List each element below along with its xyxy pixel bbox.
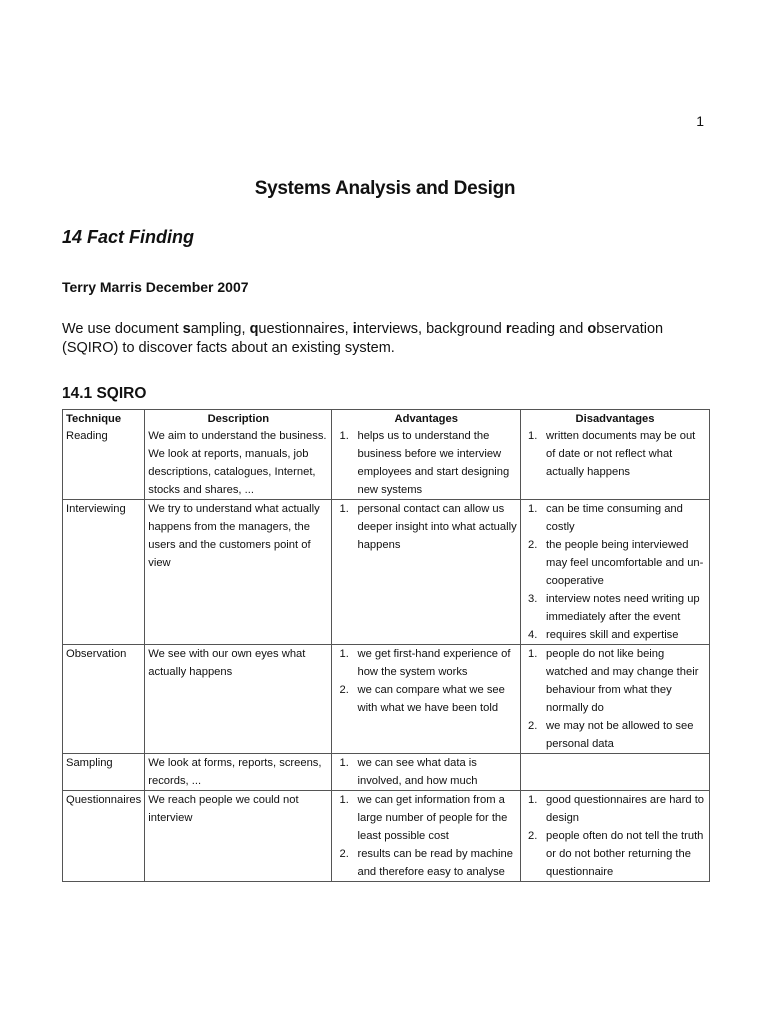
header-technique: Technique: [63, 410, 145, 428]
disadvantages-list: [524, 645, 706, 753]
author-date-line: Terry Marris December 2007: [62, 279, 249, 295]
list-item: [524, 500, 706, 536]
list-item-text: written documents may be out of date or not reflect what actually happens: [546, 430, 696, 478]
disadvantages-cell: [521, 645, 710, 754]
sqiro-table: [62, 409, 710, 882]
description-cell: We try to understand what actually happens from the managers, the users and the customers point of view: [145, 500, 332, 645]
list-item-text: the people being interviewed may feel uncomfortable and un-cooperative: [546, 539, 704, 587]
section-heading: 14 Fact Finding: [62, 227, 195, 247]
list-item: [335, 645, 517, 681]
header-disadvantages: Disadvantages: [521, 410, 710, 428]
advantages-list: [335, 791, 517, 881]
description-cell: We reach people we could not interview: [145, 791, 332, 882]
list-number: 2.: [339, 684, 349, 696]
list-item-text: results can be read by machine and therefore easy to analyse: [357, 848, 513, 878]
subsection-heading: 14.1 SQIRO: [62, 385, 147, 402]
intro-text-part: nterviews, background: [356, 321, 506, 337]
advantages-cell: [332, 754, 521, 791]
list-number: 1.: [528, 648, 538, 660]
list-item: [335, 754, 517, 790]
table-header-row: [63, 410, 710, 428]
list-number: 1.: [339, 430, 349, 442]
table-row: [63, 427, 710, 500]
technique-cell: Sampling: [63, 754, 145, 791]
advantages-cell: [332, 427, 521, 500]
intro-text-part: We use document: [62, 321, 183, 337]
list-item-text: we get first-hand experience of how the system works: [357, 648, 511, 678]
technique-cell: Interviewing: [63, 500, 145, 645]
list-item-text: we can get information from a large number of people for the least possible cost: [357, 794, 508, 842]
intro-text-part: q: [249, 321, 259, 337]
page-number: 1: [696, 113, 704, 129]
technique-cell: Observation: [63, 645, 145, 754]
advantages-cell: [332, 500, 521, 645]
list-item: [335, 845, 517, 881]
intro-text-part: uestionnaires,: [258, 321, 353, 337]
list-number: 2.: [528, 830, 538, 842]
list-item-text: can be time consuming and costly: [546, 503, 683, 533]
list-item: [524, 427, 706, 481]
list-item: [335, 500, 517, 554]
list-item: [335, 427, 517, 499]
list-number: 1.: [528, 430, 538, 442]
intro-text-part: s: [182, 321, 191, 337]
advantages-list: [335, 645, 517, 717]
list-number: 2.: [339, 848, 349, 860]
technique-cell: Reading: [63, 427, 145, 500]
document-title: Systems Analysis and Design: [254, 178, 516, 199]
disadvantages-cell: [521, 754, 710, 791]
list-number: 4.: [528, 629, 538, 641]
intro-text-part: r: [505, 321, 512, 337]
list-item: [524, 590, 706, 626]
table-row: [63, 645, 710, 754]
description-cell: We look at forms, reports, screens, records, ...: [145, 754, 332, 791]
table-row: [63, 754, 710, 791]
list-item-text: people do not like being watched and may change their behaviour from what they normally do: [546, 648, 699, 714]
list-item: [524, 645, 706, 717]
disadvantages-cell: [521, 791, 710, 882]
list-item-text: personal contact can allow us deeper insight into what actually happens: [357, 503, 517, 551]
technique-cell: Questionnaires: [63, 791, 145, 882]
list-number: 1.: [528, 794, 538, 806]
disadvantages-list: [524, 427, 706, 481]
advantages-list: [335, 500, 517, 554]
intro-text-part: o: [587, 321, 597, 337]
list-item-text: we can see what data is involved, and how much: [357, 757, 478, 787]
table-row: [63, 791, 710, 882]
disadvantages-list: [524, 500, 706, 644]
advantages-list: [335, 754, 517, 790]
disadvantages-list: [524, 791, 706, 881]
advantages-cell: [332, 645, 521, 754]
intro-text-part: bservation (SQIRO) to discover facts about an existing system.: [62, 321, 664, 356]
list-item: [524, 827, 706, 881]
advantages-cell: [332, 791, 521, 882]
description-cell: We see with our own eyes what actually happens: [145, 645, 332, 754]
list-item-text: interview notes need writing up immediately after the event: [546, 593, 700, 623]
list-item-text: requires skill and expertise: [546, 629, 679, 641]
list-item-text: we may not be allowed to see personal data: [546, 720, 694, 750]
list-number: 1.: [528, 503, 538, 515]
list-number: 2.: [528, 720, 538, 732]
list-number: 1.: [339, 757, 349, 769]
intro-text-part: eading and: [511, 321, 588, 337]
list-item-text: good questionnaires are hard to design: [546, 794, 705, 824]
header-description: Description: [145, 410, 332, 428]
disadvantages-cell: [521, 427, 710, 500]
list-item-text: people often do not tell the truth or do not bother returning the questionnaire: [546, 830, 704, 878]
table-row: [63, 500, 710, 645]
list-item: [335, 681, 517, 717]
header-advantages: Advantages: [332, 410, 521, 428]
list-item-text: we can compare what we see with what we have been told: [357, 684, 505, 714]
list-item-text: helps us to understand the business before we interview employees and start designing new systems: [357, 430, 510, 496]
intro-text-part: ampling,: [190, 321, 250, 337]
list-number: 1.: [339, 794, 349, 806]
disadvantages-cell: [521, 500, 710, 645]
description-cell: We aim to understand the business. We look at reports, manuals, job descriptions, catalogues, Internet, stocks and shares, ...: [145, 427, 332, 500]
list-number: 2.: [528, 539, 538, 551]
list-item: [524, 791, 706, 827]
list-item: [335, 791, 517, 845]
list-item: [524, 626, 706, 644]
list-number: 1.: [339, 503, 349, 515]
list-item: [524, 717, 706, 753]
list-number: 1.: [339, 648, 349, 660]
intro-paragraph: [62, 320, 712, 358]
list-item: [524, 536, 706, 590]
list-number: 3.: [528, 593, 538, 605]
intro-text-part: i: [352, 321, 357, 337]
advantages-list: [335, 427, 517, 499]
